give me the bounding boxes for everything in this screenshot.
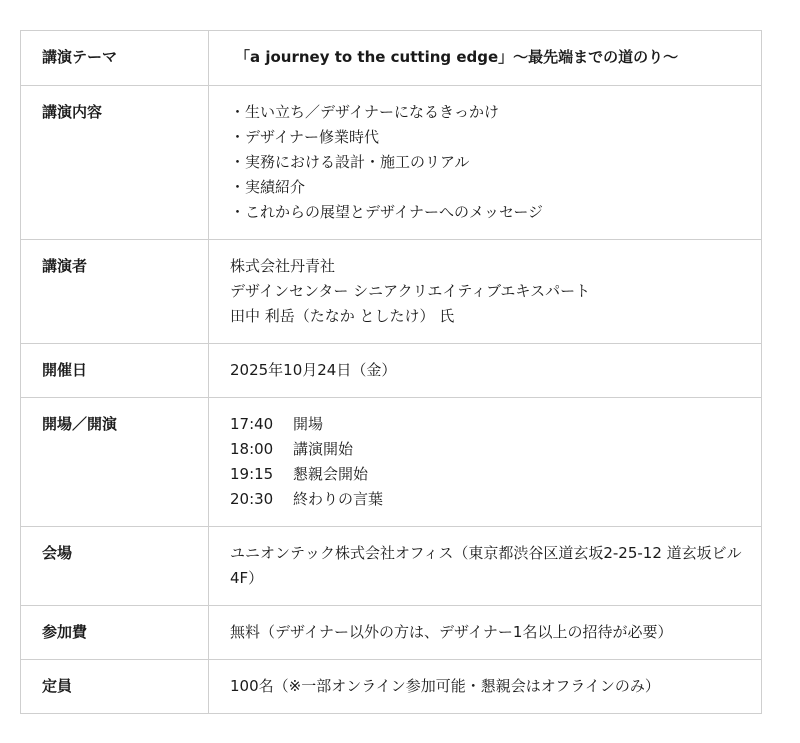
event-date: 2025年10月24日（金）: [230, 361, 397, 379]
lecture-theme-title: 「a journey to the cutting edge」〜最先端までの道のり〜: [235, 48, 679, 66]
row-value-venue: [209, 527, 762, 606]
list-item: ・これからの展望とデザイナーへのメッセージ: [230, 203, 544, 221]
row-label-date: 開催日: [21, 344, 209, 398]
row-value-fee: [209, 606, 762, 660]
schedule-event: 終わりの言葉: [293, 490, 384, 508]
list-item: ・実績紹介: [230, 178, 306, 196]
schedule-time: 19:15: [230, 465, 274, 483]
table-row-speaker: [21, 240, 762, 344]
table-row-venue: [21, 527, 762, 606]
table-row-capacity: [21, 660, 762, 714]
row-value-theme: [209, 31, 762, 86]
speaker-name: 田中 利岳（たなか としたけ） 氏: [230, 307, 455, 325]
row-label-theme: 講演テーマ: [21, 31, 209, 86]
schedule-time: 20:30: [230, 490, 274, 508]
list-item: ・デザイナー修業時代: [230, 128, 379, 146]
schedule-time: 18:00: [230, 440, 274, 458]
row-label-content: 講演内容: [21, 86, 209, 240]
table-row-theme: [21, 31, 762, 86]
schedule-event: 懇親会開始: [293, 465, 369, 483]
schedule-item: [230, 462, 745, 487]
table-row-fee: [21, 606, 762, 660]
schedule-item: [230, 437, 745, 462]
schedule-item: [230, 412, 745, 437]
participation-fee: 無料（デザイナー以外の方は、デザイナー1名以上の招待が必要）: [230, 623, 673, 641]
row-value-speaker: [209, 240, 762, 344]
schedule-event: 講演開始: [293, 440, 354, 458]
table-row-date: [21, 344, 762, 398]
row-label-speaker: 講演者: [21, 240, 209, 344]
speaker-title: デザインセンター シニアクリエイティブエキスパート: [230, 282, 591, 300]
schedule-item: [230, 487, 745, 512]
row-value-capacity: [209, 660, 762, 714]
row-label-capacity: 定員: [21, 660, 209, 714]
list-item: ・実務における設計・施工のリアル: [230, 153, 470, 171]
row-label-venue: 会場: [21, 527, 209, 606]
table-row-content: [21, 86, 762, 240]
row-label-schedule: 開場／開演: [21, 398, 209, 527]
row-value-schedule: [209, 398, 762, 527]
event-info-table: [20, 30, 762, 714]
row-value-content: [209, 86, 762, 240]
row-label-fee: 参加費: [21, 606, 209, 660]
table-row-schedule: [21, 398, 762, 527]
row-value-date: [209, 344, 762, 398]
venue-address: ユニオンテック株式会社オフィス（東京都渋谷区道玄坂2-25-12 道玄坂ビル4F）: [230, 544, 742, 587]
speaker-company: 株式会社丹青社: [230, 257, 336, 275]
capacity-value: 100名（※一部オンライン参加可能・懇親会はオフラインのみ）: [230, 677, 660, 695]
list-item: ・生い立ち／デザイナーになるきっかけ: [230, 103, 499, 121]
schedule-event: 開場: [293, 415, 324, 433]
schedule-time: 17:40: [230, 415, 274, 433]
